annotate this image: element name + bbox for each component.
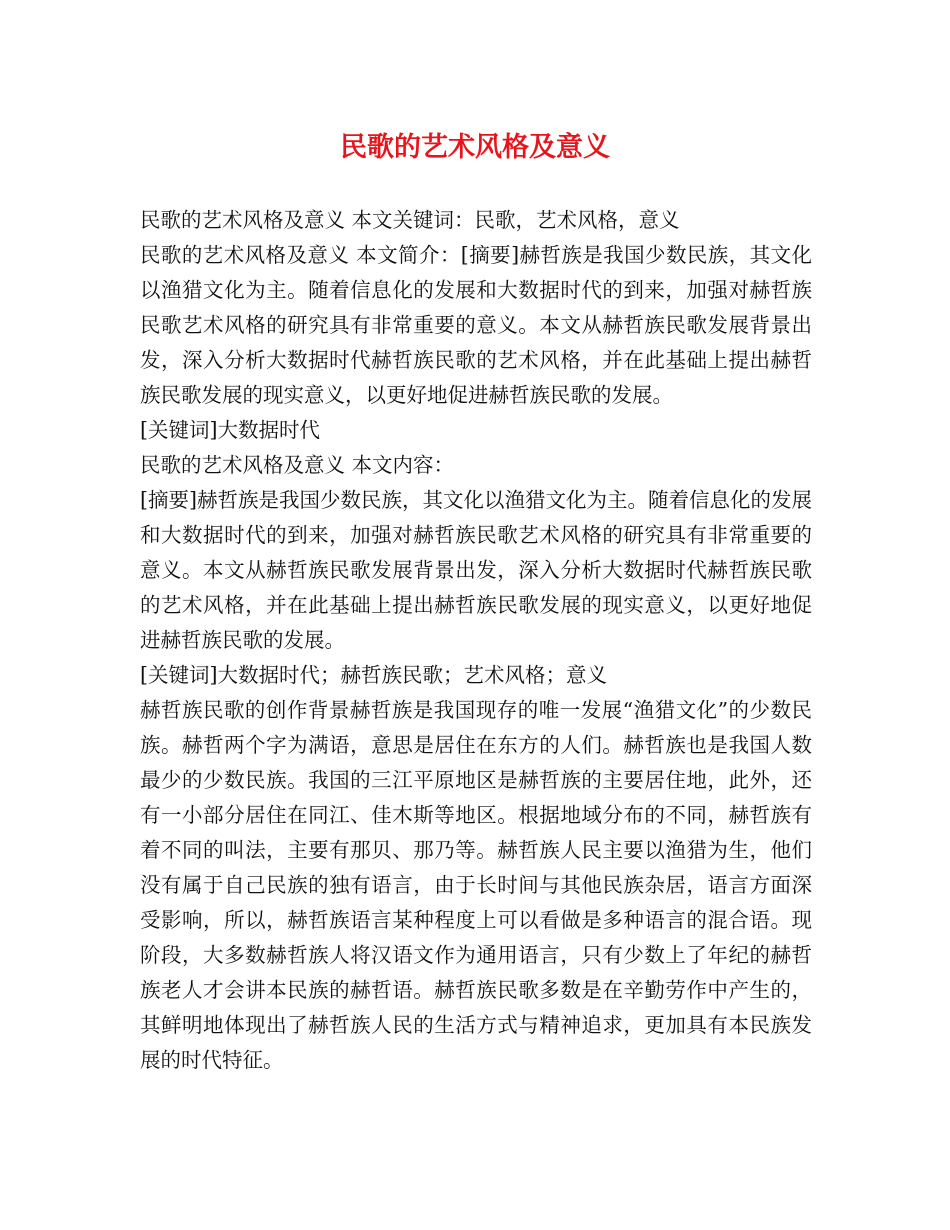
document-body	[140, 203, 812, 1078]
content-heading-line: 民歌的艺术风格及意义 本文内容：	[140, 453, 455, 477]
keywords-line: 民歌的艺术风格及意义 本文关键词：民歌，艺术风格，意义	[140, 208, 680, 232]
keywords-label-line: [关键词]大数据时代	[140, 418, 320, 442]
abstract-paragraph: [摘要]赫哲族是我国少数民族，其文化以渔猎文化为主。随着信息化的发展和大数据时代的到来，加强对赫哲族民歌艺术风格的研究具有非常重要的意义。本文从赫哲族民歌发展背景出发，深入分析大数据时代赫哲族民歌的艺术风格，并在此基础上提出赫哲族民歌发展的现实意义，以更好地促进赫哲族民歌的发展。	[140, 488, 812, 652]
body-paragraph: 赫哲族民歌的创作背景赫哲族是我国现存的唯一发展“渔猎文化”的少数民族。赫哲两个字为满语，意思是居住在东方的人们。赫哲族也是我国人数最少的少数民族。我国的三江平原地区是赫哲族的主要居住地，此外，还有一小部分居住在同江、佳木斯等地区。根据地域分布的不同，赫哲族有着不同的叫法，主要有那贝、那乃等。赫哲族人民主要以渔猎为生，他们没有属于自己民族的独有语言，由于长时间与其他民族杂居，语言方面深受影响，所以，赫哲族语言某种程度上可以看做是多种语言的混合语。现阶段，大多数赫哲族人将汉语文作为通用语言，只有少数上了年纪的赫哲族老人才会讲本民族的赫哲语。赫哲族民歌多数是在辛勤劳作中产生的，其鲜明地体现出了赫哲族人民的生活方式与精神追求，更加具有本民族发展的时代特征。	[140, 698, 812, 1072]
summary-paragraph: 民歌的艺术风格及意义 本文简介：[摘要]赫哲族是我国少数民族，其文化以渔猎文化为主。随着信息化的发展和大数据时代的到来，加强对赫哲族民歌艺术风格的研究具有非常重要的意义。本文从赫哲族民歌发展背景出发，深入分析大数据时代赫哲族民歌的艺术风格，并在此基础上提出赫哲族民歌发展的现实意义，以更好地促进赫哲族民歌的发展。	[140, 243, 812, 407]
keywords-full-line: [关键词]大数据时代；赫哲族民歌；艺术风格；意义	[140, 663, 607, 687]
document-title: 民歌的艺术风格及意义	[340, 132, 610, 163]
